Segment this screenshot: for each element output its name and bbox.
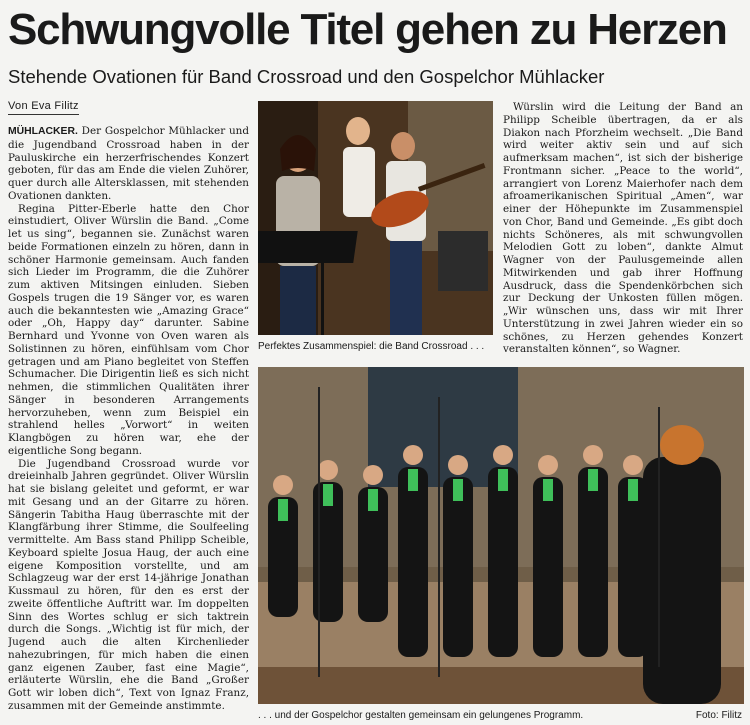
band-photo-caption: Perfektes Zusammenspiel: die Band Crossroad . . . [258, 341, 485, 352]
article-column-1 [8, 125, 249, 721]
band-photo [258, 101, 493, 335]
article-paragraph: Die Jugendband Crossroad wurde vor dreieinhalb Jahren gegründet. Oliver Würslin hat sie bislang geleitet und geformt, er war mit Gesang und an der Gitarre zu hören. Sängerin Tabitha Haug überraschte mit der Klangfärbung ihrer Stimme, die Soulfeeling vermittelte. Am Bass stand Philipp Scheible, Keyboard spielte Josua Haug, der auch eine eigene Komposition vorstellte, und am Schlagzeug war der erst 14-jährige Jonathan Kussmaul zu hören, für den es erst der zweite öffentliche Auftritt war. Im doppelten Sinn des Wortes schlug er sich taktrein durch die Songs. „Wichtig ist für mich, der Jugend auch die alten Kirchenlieder nahezubringen, für mich haben die einen ganz eigenen Zauber, fast eine Magie“, erläuterte Würslin, ehe die Band „Großer Gott wir loben dich“, Text von Ignaz Franz, zusammen mit der Gemeinde anstimmte. [8, 457, 249, 712]
byline: Von Eva Filitz [8, 99, 79, 115]
photo-credit: Foto: Filitz [695, 710, 742, 721]
article-column-3 [503, 101, 743, 355]
headline: Schwungvolle Titel gehen zu Herzen [8, 5, 727, 54]
subheadline: Stehende Ovationen für Band Crossroad und den Gospelchor Mühlacker [8, 66, 605, 87]
article-paragraph-lead [8, 125, 249, 203]
band-photo-illustration [258, 101, 493, 335]
dateline: MÜHLACKER. [8, 126, 78, 137]
choir-photo-illustration [258, 367, 744, 704]
choir-photo [258, 367, 744, 704]
article-paragraph: Regina Pitter-Eberle hatte den Chor einstudiert, Oliver Würslin die Band. „Come let us sing“, begannen sie. Zunächst waren beide Formationen einzeln zu hören, dann in schöner Harmonie gemeinsam. Auch fanden sich Lieder im Programm, die die Zuhörer zum aktiven Mitsingen einluden. Sieben Gospels trugen die 19 Sänger vor, es waren auch die bekanntesten wie „Amazing Grace“ oder „Oh, Happy day“ darunter. Sabine Bernhard und Yvonne von Oven waren als Solistinnen zu hören, einfühlsam vom Chor getragen und am Piano begleitet von Steffen Schumacher. Die Dirigentin ließ es sich nicht nehmen, die stimmlichen Qualitäten ihrer Sänger in besonderen Arrangements hervorzuheben, wenn zum Beispiel ein strahlend helles „Vorwort“ in weiten Klangbögen zu hören war, ehe der eigentliche Song begann. [8, 202, 249, 457]
choir-photo-caption: . . . und der Gospelchor gestalten gemeinsam ein gelungenes Programm. [258, 710, 584, 721]
article-paragraph: Würslin wird die Leitung der Band an Philipp Scheible übertragen, da er als Diakon nach Pforzheim wechselt. „Die Band wird weiter aktiv sein und auf sich aufmerksam machen“, ist sich der bisherige Frontmann sicher. „Peace to the world“, arrangiert von Lorenz Maierhofer nach dem afroamerikanischen Spiritual „Amen“, war einer der Höhepunkte im Zusammenspiel von Chor, Band und Gemeinde. „Es gibt doch nichts Schöneres, als mit schwungvollen Melodien Gott zu loben“, dankte Almut Wagner von der Paulusgemeinde allen Mitwirkenden und gab ihrer Hoffnung Ausdruck, dass die Spendenkörbchen sich zur Deckung der Unkosten füllen mögen. „Wir wünschen uns, dass wir mit Ihrer Unterstützung in zwei Jahren wieder ein so schönes, zu Herzen gehendes Konzert veranstalten können“, so Wagner. [503, 101, 743, 355]
paragraph-text: Der Gospelchor Mühlacker und die Jugendband Crossroad haben in der Pauluskirche ein herzerfrischendes Konzert geboten, für das am Ende die vielen Zuhörer, quer durch alle Altersklassen, mit stehenden Ovationen dankten. [8, 125, 249, 202]
